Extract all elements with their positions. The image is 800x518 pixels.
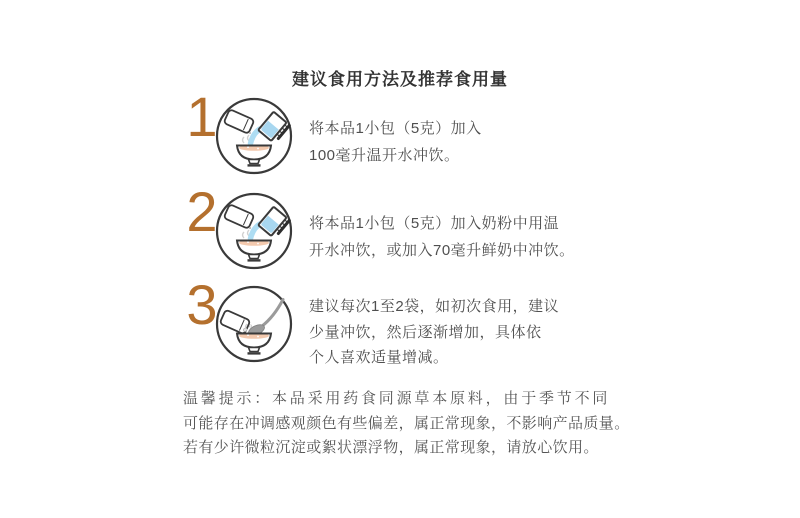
step-3-line-1: 建议每次1至2袋，如初次食用，建议	[309, 298, 560, 315]
step-1-text	[309, 116, 482, 169]
warm-tip-line-2: 可能存在冲调感观颜色有些偏差，属正常现象，不影响产品质量。	[183, 414, 630, 432]
bowl-cup-pour-icon	[214, 96, 294, 176]
warm-tip-line-3: 若有少许微粒沉淀或絮状漂浮物，属正常现象，请放心饮用。	[183, 439, 599, 456]
bowl-cup-pour-icon	[214, 191, 294, 271]
step-2-line-2: 开水冲饮，或加入70毫升鲜奶中冲饮。	[309, 241, 575, 259]
step-2-text	[309, 211, 575, 264]
page-title: 建议食用方法及推荐食用量	[292, 70, 508, 89]
step-2-line-1: 将本品1小包（5克）加入奶粉中用温	[309, 215, 560, 232]
warm-tip-line-1: 温馨提示：本品采用药食同源草本原料，由于季节不同	[183, 390, 611, 407]
step-1-line-2: 100毫升温开水冲饮。	[309, 146, 460, 164]
step-3-text	[309, 294, 559, 371]
step-1	[186, 85, 646, 181]
warm-tip-note	[183, 387, 633, 461]
step-3-line-3: 个人喜欢适量增减。	[309, 349, 449, 366]
step-2-number: 2	[186, 180, 218, 243]
step-3	[186, 273, 646, 369]
step-2	[186, 180, 646, 276]
step-1-number: 1	[186, 85, 218, 148]
bowl-spoon-icon	[214, 284, 294, 364]
step-3-line-2: 少量冲饮，然后逐渐增加，具体依	[309, 323, 542, 341]
step-1-line-1: 将本品1小包（5克）加入	[309, 120, 482, 137]
step-3-number: 3	[186, 273, 218, 336]
